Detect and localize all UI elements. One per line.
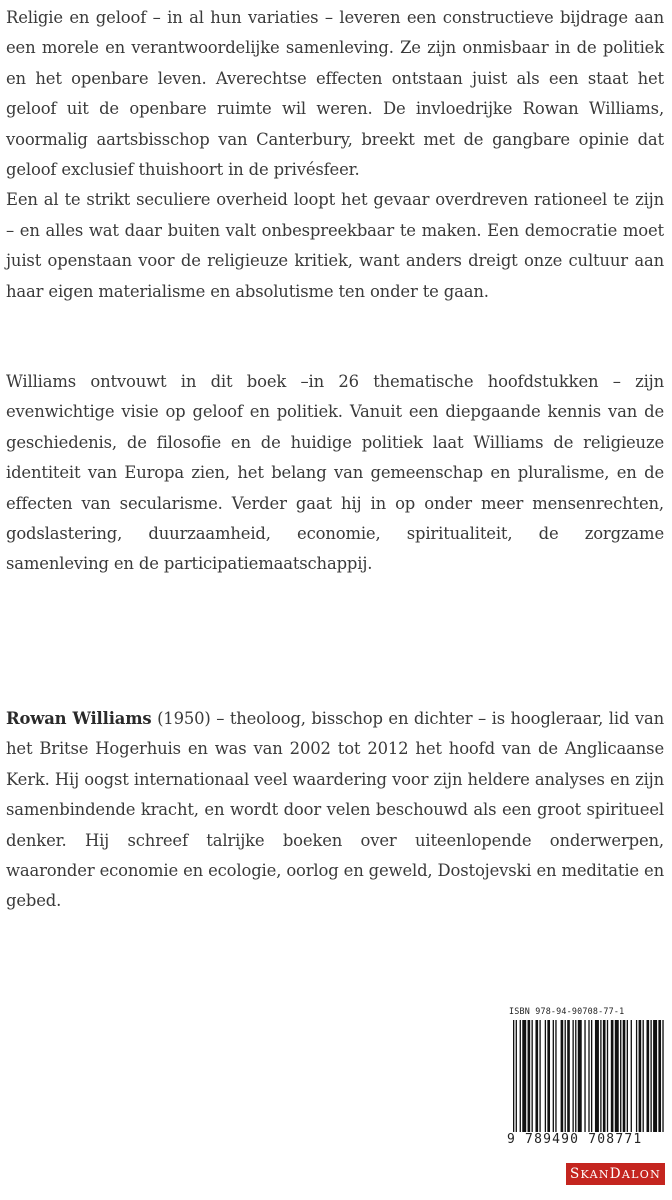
author-bio-paragraph (6, 704, 664, 917)
barcode-bar (575, 1020, 576, 1132)
barcode-bar (532, 1020, 533, 1132)
barcode-bar (639, 1020, 642, 1132)
barcode-bar (535, 1020, 538, 1132)
author-bio-section (6, 704, 664, 917)
barcode-bar (513, 1020, 514, 1132)
barcode-bar (611, 1020, 614, 1132)
barcode-bar (516, 1020, 517, 1132)
barcode-bar (567, 1020, 570, 1132)
intro-paragraph-1: Religie en geloof – in al hun variaties – leveren een constructieve bijdrage aan een morele en verantwoordelijke samenleving. Ze zijn onmisbaar in de politiek en het openbare leven. Averechtse effecten ontstaan juist als een staat het geloof uit de openbare ruimte wil weren. De invloedrijke Rowan Williams, voormalig aartsbisschop van Canterbury, breekt met de gangbare opinie dat geloof exclusief thuishoort in de privésfeer. (6, 8, 664, 180)
barcode-bar (545, 1020, 546, 1132)
barcode-bar (561, 1020, 564, 1132)
author-name: Rowan Williams (6, 709, 152, 728)
book-description-paragraph: Williams ontvouwt in dit boek –in 26 thematische hoofdstukken – zijn evenwichtige visie op geloof en politiek. Vanuit een diepgaande kennis van de geschiedenis, de filosofie en de huidige politiek laat Williams de religieuze identiteit van Europa zien, het belang van gemeenschap en pluralisme, en de effecten van secularisme. Verder gaat hij in op onder meer mensenrechten, godslastering, duurzaamheid, economie, spiritualiteit, de zorgzame samenleving en de participatiemaatschappij. (6, 372, 664, 574)
barcode-bar (565, 1020, 566, 1132)
barcode-bar (620, 1020, 621, 1132)
barcode-bars (513, 1020, 665, 1132)
barcode-bar (553, 1020, 554, 1132)
barcode-bar (555, 1020, 556, 1132)
isbn-barcode (507, 1006, 667, 1160)
barcode-bar (650, 1020, 651, 1132)
barcode-bar (588, 1020, 589, 1132)
barcode-bar (520, 1020, 521, 1132)
barcode-bar (647, 1020, 650, 1132)
barcode-bar (600, 1020, 601, 1132)
book-description-section (6, 367, 664, 580)
barcode-bar (603, 1020, 606, 1132)
intro-section (6, 3, 664, 307)
barcode-bar (636, 1020, 637, 1132)
barcode-bar (578, 1020, 582, 1132)
ean-digits: 9 789490 708771 (507, 1132, 643, 1147)
publisher-logo-part-kan: KAN (580, 1168, 610, 1181)
barcode-bar (615, 1020, 619, 1132)
barcode-bar (627, 1020, 628, 1132)
barcode-bar (584, 1020, 585, 1132)
barcode-bar (607, 1020, 608, 1132)
barcode-bar (591, 1020, 592, 1132)
barcode-bar (653, 1020, 657, 1132)
publisher-logo (566, 1163, 665, 1185)
isbn-label: ISBN 978-94-90708-77-1 (509, 1006, 625, 1016)
barcode-bar (658, 1020, 661, 1132)
barcode-bar (662, 1020, 663, 1132)
barcode-bar (572, 1020, 573, 1132)
barcode-bar (547, 1020, 550, 1132)
barcode-bar (623, 1020, 626, 1132)
intro-paragraph-2: Een al te strikt seculiere overheid loopt het gevaar overdreven rationeel te zijn – en alles wat daar buiten valt onbespreekbaar te maken. Een democratie moet juist openstaan voor de religieuze kritiek, want anders dreigt onze cultuur aan haar eigen materialisme en absolutisme ten onder te gaan. (6, 190, 664, 301)
barcode-bar (595, 1020, 599, 1132)
author-bio-text: (1950) – theoloog, bisschop en dichter – is hoogleraar, lid van het Britse Hogerhuis en was van 2002 tot 2012 het hoofd van de Anglicaanse Kerk. Hij oogst internationaal veel waardering voor zijn heldere analyses en zijn samenbindende kracht, en wordt door velen beschouwd als een groot spiritueel denker. Hij schreef talrijke boeken over uiteenlopende onderwerpen, waaronder economie en ecologie, oorlog en geweld, Dostojevski en meditatie en gebed. (6, 709, 665, 911)
barcode-bar (528, 1020, 531, 1132)
barcode-bar (643, 1020, 644, 1132)
publisher-logo-part-alon: ALON (621, 1168, 662, 1181)
barcode-bar (631, 1020, 632, 1132)
barcode-bar (522, 1020, 526, 1132)
barcode-bar (539, 1020, 540, 1132)
publisher-logo-initial-s: S (569, 1166, 581, 1182)
publisher-logo-initial-d: D (609, 1166, 622, 1182)
